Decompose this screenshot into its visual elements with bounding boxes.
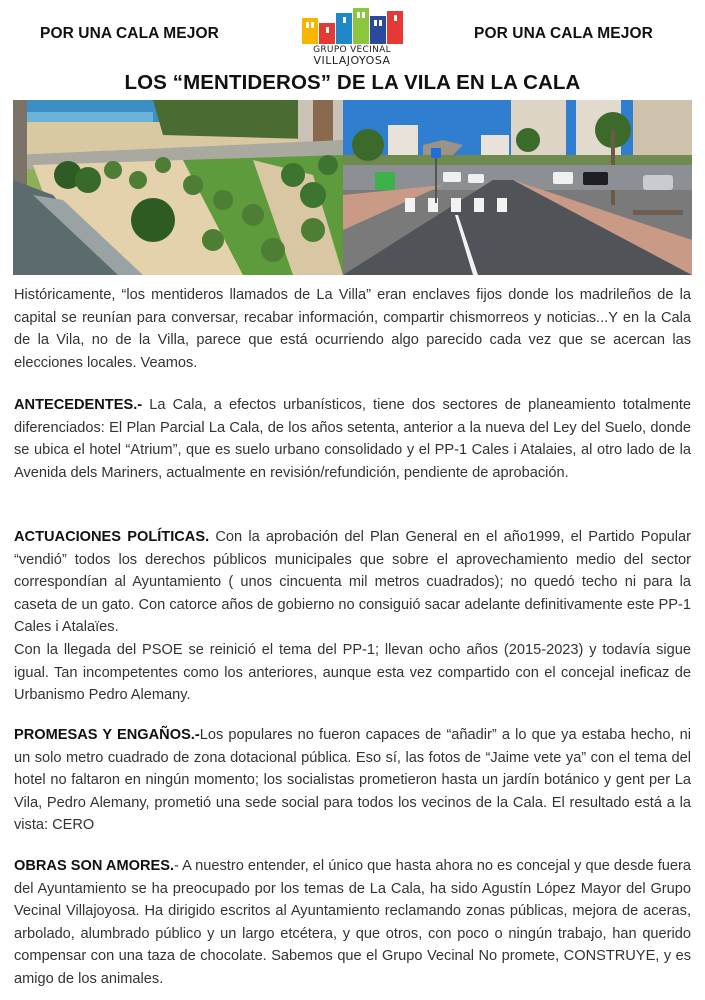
- park-photo-illustration: [13, 100, 343, 275]
- header: [0, 0, 705, 70]
- logo-building-1: [302, 18, 318, 44]
- tagline-right: POR UNA CALA MEJOR: [474, 25, 653, 42]
- section-text-promesas: Los populares no fueron capaces de “añadir” a lo que ya estaba hecho, ni un solo metro cuadrado de zona dotacional pública. Eso sí, las fotos de “Jaime vete ya” con el tema del hotel no faltaron en ningún momento; los socialistas prometieron hasta un jardín botánico y gent per La Vila, Pedro Alemany, prometió una sede social para todos los vecinos de la Cala. El resultado está a la vista: CERO: [14, 727, 691, 834]
- section-promesas-enganos: [14, 724, 691, 837]
- section-text-actuaciones-2: Con la llegada del PSOE se reinició el tema del PP-1; llevan ocho años (2015-2023) y todavía sigue igual. Tan incompetentes como los anteriores, aunque esta vez compartido con el concejal ineficaz de Urbanismo Pedro Alemany.: [14, 641, 691, 704]
- logo-text-line2: VILLAJOYOSA: [313, 54, 391, 67]
- section-actuaciones-politicas: [14, 526, 691, 707]
- tagline-left: POR UNA CALA MEJOR: [40, 25, 219, 42]
- section-heading-promesas: PROMESAS Y ENGAÑOS.-: [14, 727, 200, 743]
- street-photo: [343, 100, 692, 275]
- logo-building-3: [336, 13, 352, 44]
- intro-text: Históricamente, “los mentideros llamados de La Villa” eran enclaves fijos donde los madrileños de la capital se reunían para conversar, recabar información, compartir chismorreos y noticias...Y en la Cala de la Vila, no de la Villa, parece que está ocurriendo algo parecido cada vez que se acercan las elecciones locales. Veamos.: [14, 287, 691, 371]
- article-title: LOS “MENTIDEROS” DE LA VILA EN LA CALA: [124, 71, 581, 94]
- section-heading-antecedentes: ANTECEDENTES.-: [14, 397, 143, 413]
- logo-building-5: [370, 16, 386, 44]
- intro-paragraph: [14, 284, 691, 374]
- logo-building-2: [319, 23, 335, 44]
- logo-building-4: [353, 8, 369, 44]
- photo-strip: [13, 100, 692, 275]
- section-text-antecedentes: La Cala, a efectos urbanísticos, tiene dos sectores de planeamiento totalmente diferenciados: El Plan Parcial La Cala, de los años setenta, anterior a la nueva del Ley del Suelo, donde se ubica el hotel “Atrium”, que es suelo urbano consolidado y el PP-1 Cales i Atalaies, al otro lado de la Avenida dels Mariners, actualmente en revisión/refundición, pendiente de aprobación.: [14, 397, 691, 481]
- logo-grupo-vecinal: [298, 4, 406, 66]
- section-obras-son-amores: [14, 855, 691, 991]
- logo-text-line1: GRUPO VECINAL: [313, 45, 391, 55]
- park-photo: [13, 100, 343, 275]
- section-heading-actuaciones: ACTUACIONES POLÍTICAS.: [14, 529, 210, 545]
- street-photo-illustration: [343, 100, 692, 275]
- logo-building-6: [387, 11, 403, 44]
- section-text-obras: - A nuestro entender, el único que hasta ahora no es concejal y que desde fuera del Ayuntamiento se ha preocupado por los temas de La Cala, ha sido Agustín López Mayor del Grupo Vecinal Villajoyosa. Ha dirigido escritos al Ayuntamiento reclamando zonas públicas, mejora de aceras, arbolado, alumbrado público y un largo etcétera, y que otros, con poco o ningún trabajo, han querido compensar con una taza de chocolate. Sabemos que el Grupo Vecinal No promete, CONSTRUYE, y es amigo de los animales.: [14, 858, 691, 987]
- section-text-actuaciones: Con la aprobación del Plan General en el año1999, el Partido Popular “vendió” todos los derechos públicos municipales que sobre el aprovechamiento medio del sector correspondían al Ayuntamiento ( unos cincuenta mil metros cuadrados); no quedó techo ni para la caseta de un gato. Con catorce años de gobierno no consiguió sacar adelante definitivamente este PP-1 Cales i Atalaïes.: [14, 529, 692, 636]
- section-antecedentes: [14, 394, 691, 484]
- section-heading-obras: OBRAS SON AMORES.: [14, 858, 175, 874]
